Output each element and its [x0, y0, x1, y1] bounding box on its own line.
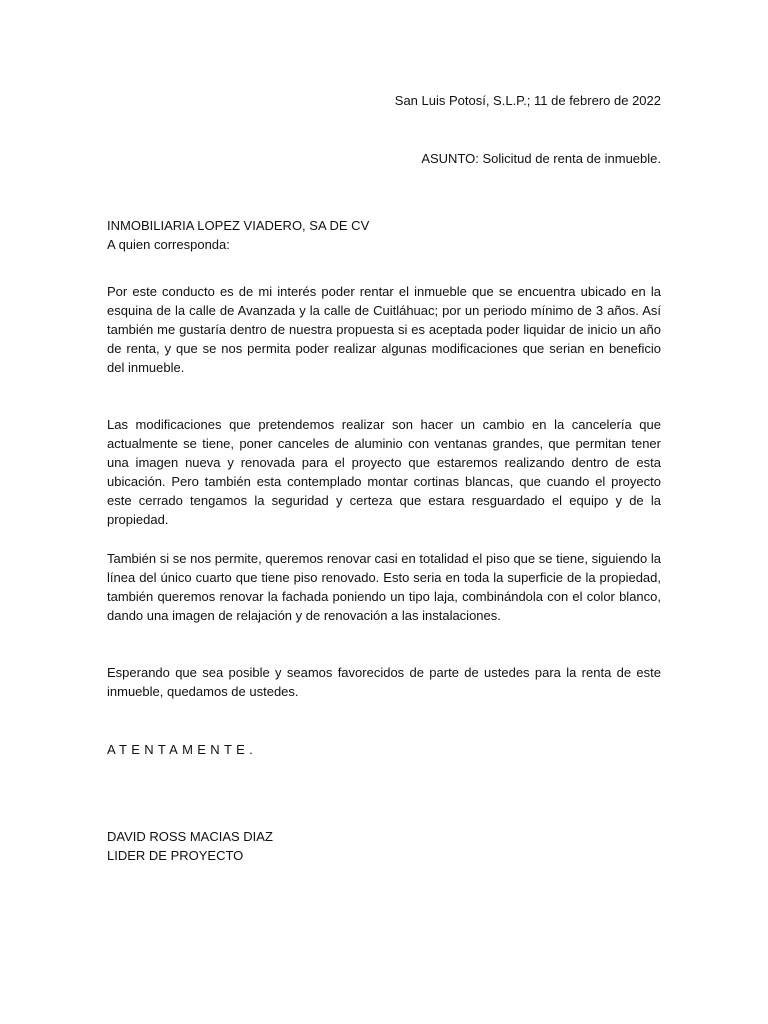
recipient-greeting: A quien corresponda: [107, 237, 230, 252]
letter-subject: ASUNTO: Solicitud de renta de inmueble. [421, 151, 661, 166]
recipient-company: INMOBILIARIA LOPEZ VIADERO, SA DE CV [107, 218, 370, 233]
signature-name: DAVID ROSS MACIAS DIAZ [107, 829, 273, 844]
body-paragraph-2: Las modificaciones que pretendemos realizar son hacer un cambio en la cancelería que actualmente se tiene, poner canceles de aluminio con ventanas grandes, que permitan tener una imagen nueva y renovada para el proyecto que estaremos realizando dentro de esta ubicación. Pero también esta contemplado montar cortinas blancas, que cuando el proyecto este cerrado tengamos la seguridad y certeza que estara resguardado el equipo y de la propiedad. [107, 417, 661, 527]
closing-salutation: ATENTAMENTE. [107, 742, 258, 757]
letter-date: San Luis Potosí, S.L.P.; 11 de febrero de 2022 [394, 93, 661, 108]
signature-title: LIDER DE PROYECTO [107, 848, 244, 863]
body-paragraph-1: Por este conducto es de mi interés poder rentar el inmueble que se encuentra ubicado en la esquina de la calle de Avanzada y la calle de Cuitláhuac; por un periodo mínimo de 3 años. Así también me gustaría dentro de nuestra propuesta si es aceptada poder liquidar de inicio un año de renta, y que se nos permita poder realizar algunas modificaciones que serian en beneficio del inmueble. [107, 284, 661, 375]
recipient-block [107, 216, 661, 254]
body-paragraph-3: También si se nos permite, queremos renovar casi en totalidad el piso que se tiene, siguiendo la línea del único cuarto que tiene piso renovado. Esto seria en toda la superficie de la propiedad, también queremos renovar la fachada poniendo un tipo laja, combinándola con el color blanco, dando una imagen de relajación y de renovación a las instalaciones. [107, 551, 661, 623]
signature-block [107, 827, 661, 865]
body-paragraph-4: Esperando que sea posible y seamos favorecidos de parte de ustedes para la renta de este inmueble, quedamos de ustedes. [107, 665, 661, 699]
